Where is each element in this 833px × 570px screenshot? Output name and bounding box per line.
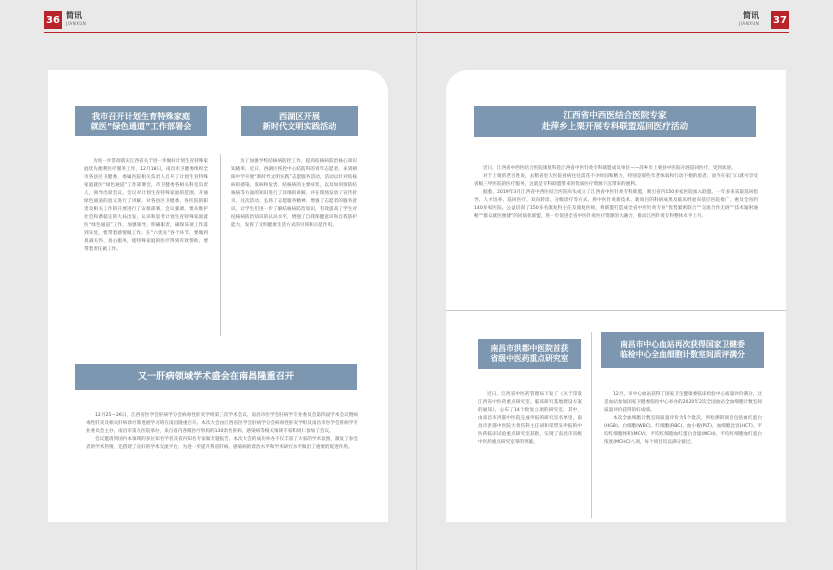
paragraph: 据悉，2019年3月江西省中西医结合医院牵头成立了江西省中医针灸专科联盟，吸引省内150多家医院加入联盟。一年多来采取巡回指导、人才培养、巡回医疗、双向转诊、分级诊疗等方式，将中医针灸新技术、新项目的科研成果及临床经验向基层医院推广，惠及全省约140多家医院。公益培训了150多名康复科主任及康复医师，将联盟打造成全省中医针灸专业“优势紧密联合”“交流合作无碍”“技术辐射通畅”“群众就医便捷”的同质化联盟，进一步促进全省中医针灸医疗资源的大融合，推动江西针灸专科整体水平上升。: [474, 190, 758, 219]
title-line: 新时代文明实践活动: [262, 121, 337, 131]
paragraph: 12月，市中心血站获得了国家卫生健康委临床检验中心质量评价满分，这是血站参加国家卫健委临检中心举办的2020年2次全国血站全血细胞计数室间质量评价获得的好成绩。: [604, 392, 762, 413]
title-line: 江西省中西医结合医院专家: [563, 110, 667, 121]
content-card: [446, 70, 786, 522]
page-number: 37: [771, 11, 789, 29]
article-title-badge: [478, 339, 581, 369]
title-line: 临检中心全血细胞计数室间质评满分: [620, 350, 745, 359]
article-title-badge: [75, 364, 357, 390]
paragraph: 12月25—26日，江西省医学会肝病学分会病毒性肝炎学组第三次学术会议、南昌市医学会肝病学专业委员会第四届学术会议暨病毒性肝炎及相关肝病诊疗新进展学习班在南昌隆重召开。本次大会由江西省医学会肝病学分会病毒性肝炎学组及南昌市医学会肝病学专业委员会主办，南昌市第九医院承办，来自省内各级医疗机构的130余名肝病、感染病等相关领域专家和同仁参加了会议。: [86, 413, 358, 434]
column-divider: [591, 332, 592, 518]
article-body: [604, 391, 762, 447]
paragraph: 本次全血细胞计数室间质量评价为5个批次，所检测的项目包括血红蛋白(HGB)、白细胞(WBC)、红细胞(RBC)、血小板(PLT)、血细胞比容(HCT)、平均红细胞体积(MCV)、平均红细胞血红蛋白含量(MCH)、平均红细胞血红蛋白浓度(MCHC)八项，每个项目均以满分通过。: [604, 416, 762, 445]
paragraph: 会议邀请到国内本领域的多位知名学者及省内知名专家做专题报告。本次大会的成功举办不仅丰富了大家的学术氛围，激发了参会者的学术热情，还搭建了良好的学术交流平台，为进一步提升我省肝病、感染病的诊治水平和学术研究水平做出了重要的促进作用。: [86, 437, 358, 450]
section-header-en: JIANXUN: [66, 21, 87, 26]
article-body: 为了加强学校结核病防控工作，提高结核病防治核心知识知晓率，近日，西湖区疾控中心结防科的青年志愿者，来到朝阳中学开展“新时代文明实践”志愿服务活动。活动以针对结核病的感染、发病和危害、结核病的主要症状，以及如何预防结核病等方面的知识进行了详细的讲解，并在现场发放了宣传折页。这次活动，弘扬了志愿服务精神，增强了志愿者的服务意识，让学生们进一步了解结核病防治知识，有效提高了学生对结核病防治知识的认识水平，增强了自我保健意识和自我防护能力，发挥了文明健康生活方式的引领和示范作用。: [231, 159, 357, 228]
header-rule: [417, 32, 789, 33]
title-line: 南昌市中心血站再次获得国家卫健委: [620, 340, 745, 350]
article-title-badge: [75, 106, 207, 136]
article-body: 近日，江西省中医药管理局下发了《关于印发江西省中医药重点研究室、临床研究基地建设方案的通知》，公布了14个批复立项的研究室，其中，由南昌市洪都中医院完成申报的研究室名单里，南昌市洪都中医院大骨伤科主任胡和荣带头申报的中医药临床试验重点研究室获批，实现了南昌市省级中医药重点研究室零的突破。: [478, 392, 582, 445]
column-divider: [220, 154, 221, 336]
section-divider: [446, 310, 786, 311]
paragraph: 近日，江西省中西医结合医院康复科赴江西省中医针灸专科联盟成员单位——萍乡市上栗县中医院开展巡回医疗，受到欢迎。: [483, 166, 736, 171]
article-body: [474, 165, 758, 221]
title-line: 赴萍乡上栗开展专科联盟巡回医疗活动: [541, 121, 689, 132]
section-header: 简讯: [743, 11, 759, 20]
article-title-badge: [601, 332, 764, 368]
title-line: 南昌市洪都中医院首获: [490, 344, 569, 354]
content-card: [48, 70, 388, 522]
article-body: [86, 412, 358, 452]
header-rule: [44, 32, 416, 33]
title-line: 我市召开计划生育特殊家庭: [91, 110, 191, 121]
article-title-badge: [241, 106, 358, 136]
section-header-en: JIANXUN: [739, 21, 760, 26]
article-title-badge: [474, 106, 756, 137]
right-page: [417, 0, 833, 570]
section-header: 简讯: [66, 11, 82, 20]
title-line: 又一肝病领域学术盛会在南昌隆重召开: [137, 371, 295, 383]
title-line: 省级中医药重点研究室: [490, 354, 569, 363]
article-body: 为进一步贯彻落实江西省关于进一步做好计划生育特殊家庭优先便利医疗服务工作，12月18日，南昌市卫健委组织全市各县区卫健委、委属医院相关负责人召开了计划生育特殊家庭就医“绿色通道”工作部署会，市卫健委各相关科室负责人、领导出席会议。会议对计划生育特殊家庭的范围、开通绿色通道的意义进行了讲解，对各县区卫健委、各医院的职责及相关工作的开展进行了安排部署。会议强调，要从维护社会和谐稳定的大局出发，认识和思考计划生育特殊家庭就医“绿色通道”工作，加强领导，明确职责，确保该项工作落到实处，要带着感情做工作。在“六优先”各个环节，要做到真减关怀、真心服务，使特殊家庭的医疗得到有效帮助，要带着责任做工作。: [84, 159, 208, 252]
page-number: 36: [44, 11, 62, 29]
paragraph: 对于上栗的老百姓说，去稍省里大医院看病往往需花不少时间和精力，特别是那些年老体弱和行动不便的患者，而今在家门口就可享受省级三甲医院的医疗服务，这就是专科联盟带来的优质医疗资源下沉带来的便利。: [474, 174, 758, 187]
title-line: 西湖区开展: [279, 110, 320, 121]
left-page: [0, 0, 416, 570]
title-line: 就医“绿色通道”工作部署会: [90, 121, 192, 131]
